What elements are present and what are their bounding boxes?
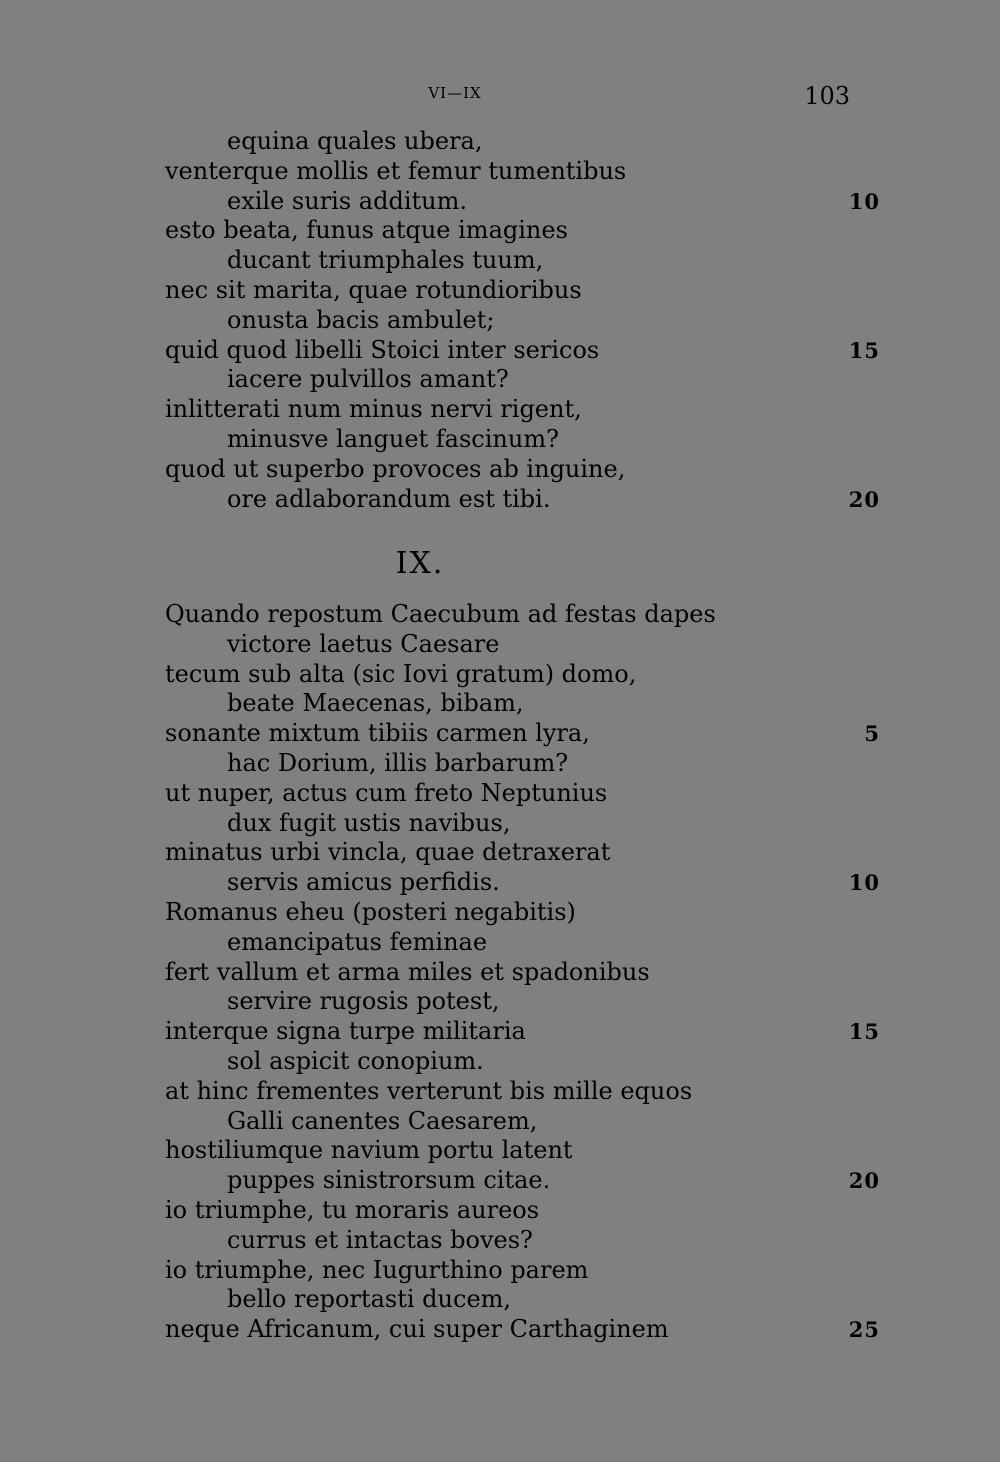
verse-line — [0, 276, 1000, 306]
verse-text: victore laetus Caesare — [227, 629, 500, 658]
verse-line — [0, 660, 1000, 690]
verse-line — [0, 485, 1000, 515]
verse-text: interque signa turpe militaria — [165, 1017, 526, 1046]
verse-line — [0, 395, 1000, 425]
verse-line — [0, 246, 1000, 276]
page-number: 103 — [804, 82, 850, 110]
verse-text: ut nuper, actus cum freto Neptunius — [165, 778, 608, 807]
verse-text: io triumphe, nec Iugurthino parem — [165, 1255, 589, 1284]
verse-text: minatus urbi vincla, quae detraxerat — [165, 838, 611, 867]
verse-text: minusve languet fascinum? — [227, 424, 559, 453]
verse-text: hostiliumque navium portu latent — [165, 1136, 573, 1165]
verse-text: ducant triumphales tuum, — [227, 246, 544, 275]
line-number: 10 — [848, 870, 880, 896]
verse-text: quid quod libelli Stoici inter sericos — [165, 335, 600, 364]
verse-line — [0, 958, 1000, 988]
line-number: 15 — [848, 1019, 880, 1045]
verse-line — [0, 600, 1000, 630]
verse-text: emancipatus feminae — [227, 927, 488, 956]
verse-line — [0, 187, 1000, 217]
verse-line — [0, 809, 1000, 839]
verse-line — [0, 749, 1000, 779]
verse-text: Galli canentes Caesarem, — [227, 1106, 538, 1135]
running-header — [0, 82, 1000, 112]
section-heading: IX. — [395, 546, 445, 581]
verse-line — [0, 1047, 1000, 1077]
verse-line — [0, 868, 1000, 898]
verse-text: dux fugit ustis navibus, — [227, 808, 511, 837]
verse-text: neque Africanum, cui super Carthaginem — [165, 1315, 669, 1344]
verse-line — [0, 838, 1000, 868]
verse-line — [0, 1017, 1000, 1047]
verse-text: exile suris additum. — [227, 186, 467, 215]
verse-text: sonante mixtum tibiis carmen lyra, — [165, 719, 590, 748]
verse-line — [0, 719, 1000, 749]
verse-text: tecum sub alta (sic Iovi gratum) domo, — [165, 659, 637, 688]
verse-line — [0, 1196, 1000, 1226]
verse-line — [0, 689, 1000, 719]
verse-line — [0, 1226, 1000, 1256]
verse-text: Quando repostum Caecubum ad festas dapes — [165, 600, 716, 628]
verse-text: nec sit marita, quae rotundioribus — [165, 275, 582, 304]
verse-text: equina quales ubera, — [227, 127, 483, 155]
verse-text: at hinc frementes verterunt bis mille equos — [165, 1076, 693, 1105]
verse-text: onusta bacis ambulet; — [227, 305, 495, 334]
verse-line — [0, 336, 1000, 366]
verse-line — [0, 425, 1000, 455]
verse-line — [0, 157, 1000, 187]
verse-line — [0, 455, 1000, 485]
verse-text: hac Dorium, illis barbarum? — [227, 748, 569, 777]
line-number: 20 — [848, 486, 880, 512]
verse-text: fert vallum et arma miles et spadonibus — [165, 957, 650, 986]
verse-text: io triumphe, tu moraris aureos — [165, 1195, 540, 1224]
line-number: 15 — [848, 337, 880, 363]
verse-text: venterque mollis et femur tumentibus — [165, 156, 627, 185]
verse-line — [0, 1107, 1000, 1137]
verse-text: iacere pulvillos amant? — [227, 365, 509, 394]
verse-text: currus et intactas boves? — [227, 1225, 533, 1254]
verse-line — [0, 127, 1000, 157]
line-number: 5 — [864, 721, 880, 747]
verse-line — [0, 779, 1000, 809]
verse-text: beate Maecenas, bibam, — [227, 689, 524, 718]
verse-line — [0, 216, 1000, 246]
verse-line — [0, 1315, 1000, 1345]
poem-ix — [0, 600, 1000, 1345]
verse-text: servis amicus perfidis. — [227, 868, 500, 897]
verse-line — [0, 987, 1000, 1017]
verse-line — [0, 1285, 1000, 1315]
verse-line — [0, 1256, 1000, 1286]
verse-line — [0, 365, 1000, 395]
verse-text: puppes sinistrorsum citae. — [227, 1166, 551, 1195]
verse-line — [0, 1077, 1000, 1107]
verse-text: Romanus eheu (posteri negabitis) — [165, 897, 576, 926]
verse-text: quod ut superbo provoces ab inguine, — [165, 454, 626, 483]
verse-text: bello reportasti ducem, — [227, 1285, 512, 1314]
verse-text: esto beata, funus atque imagines — [165, 216, 568, 245]
line-number: 25 — [848, 1317, 880, 1343]
verse-line — [0, 898, 1000, 928]
verse-line — [0, 1136, 1000, 1166]
verse-text: ore adlaborandum est tibi. — [227, 484, 551, 513]
verse-line — [0, 306, 1000, 336]
verse-line — [0, 928, 1000, 958]
poem-viii-continuation — [0, 127, 1000, 514]
verse-line — [0, 630, 1000, 660]
verse-text: servire rugosis potest, — [227, 987, 500, 1016]
section-range: VI—IX — [428, 84, 482, 102]
verse-text: inlitterati num minus nervi rigent, — [165, 395, 582, 424]
verse-line — [0, 1166, 1000, 1196]
line-number: 20 — [848, 1168, 880, 1194]
line-number: 10 — [848, 188, 880, 214]
verse-text: sol aspicit conopium. — [227, 1046, 484, 1075]
